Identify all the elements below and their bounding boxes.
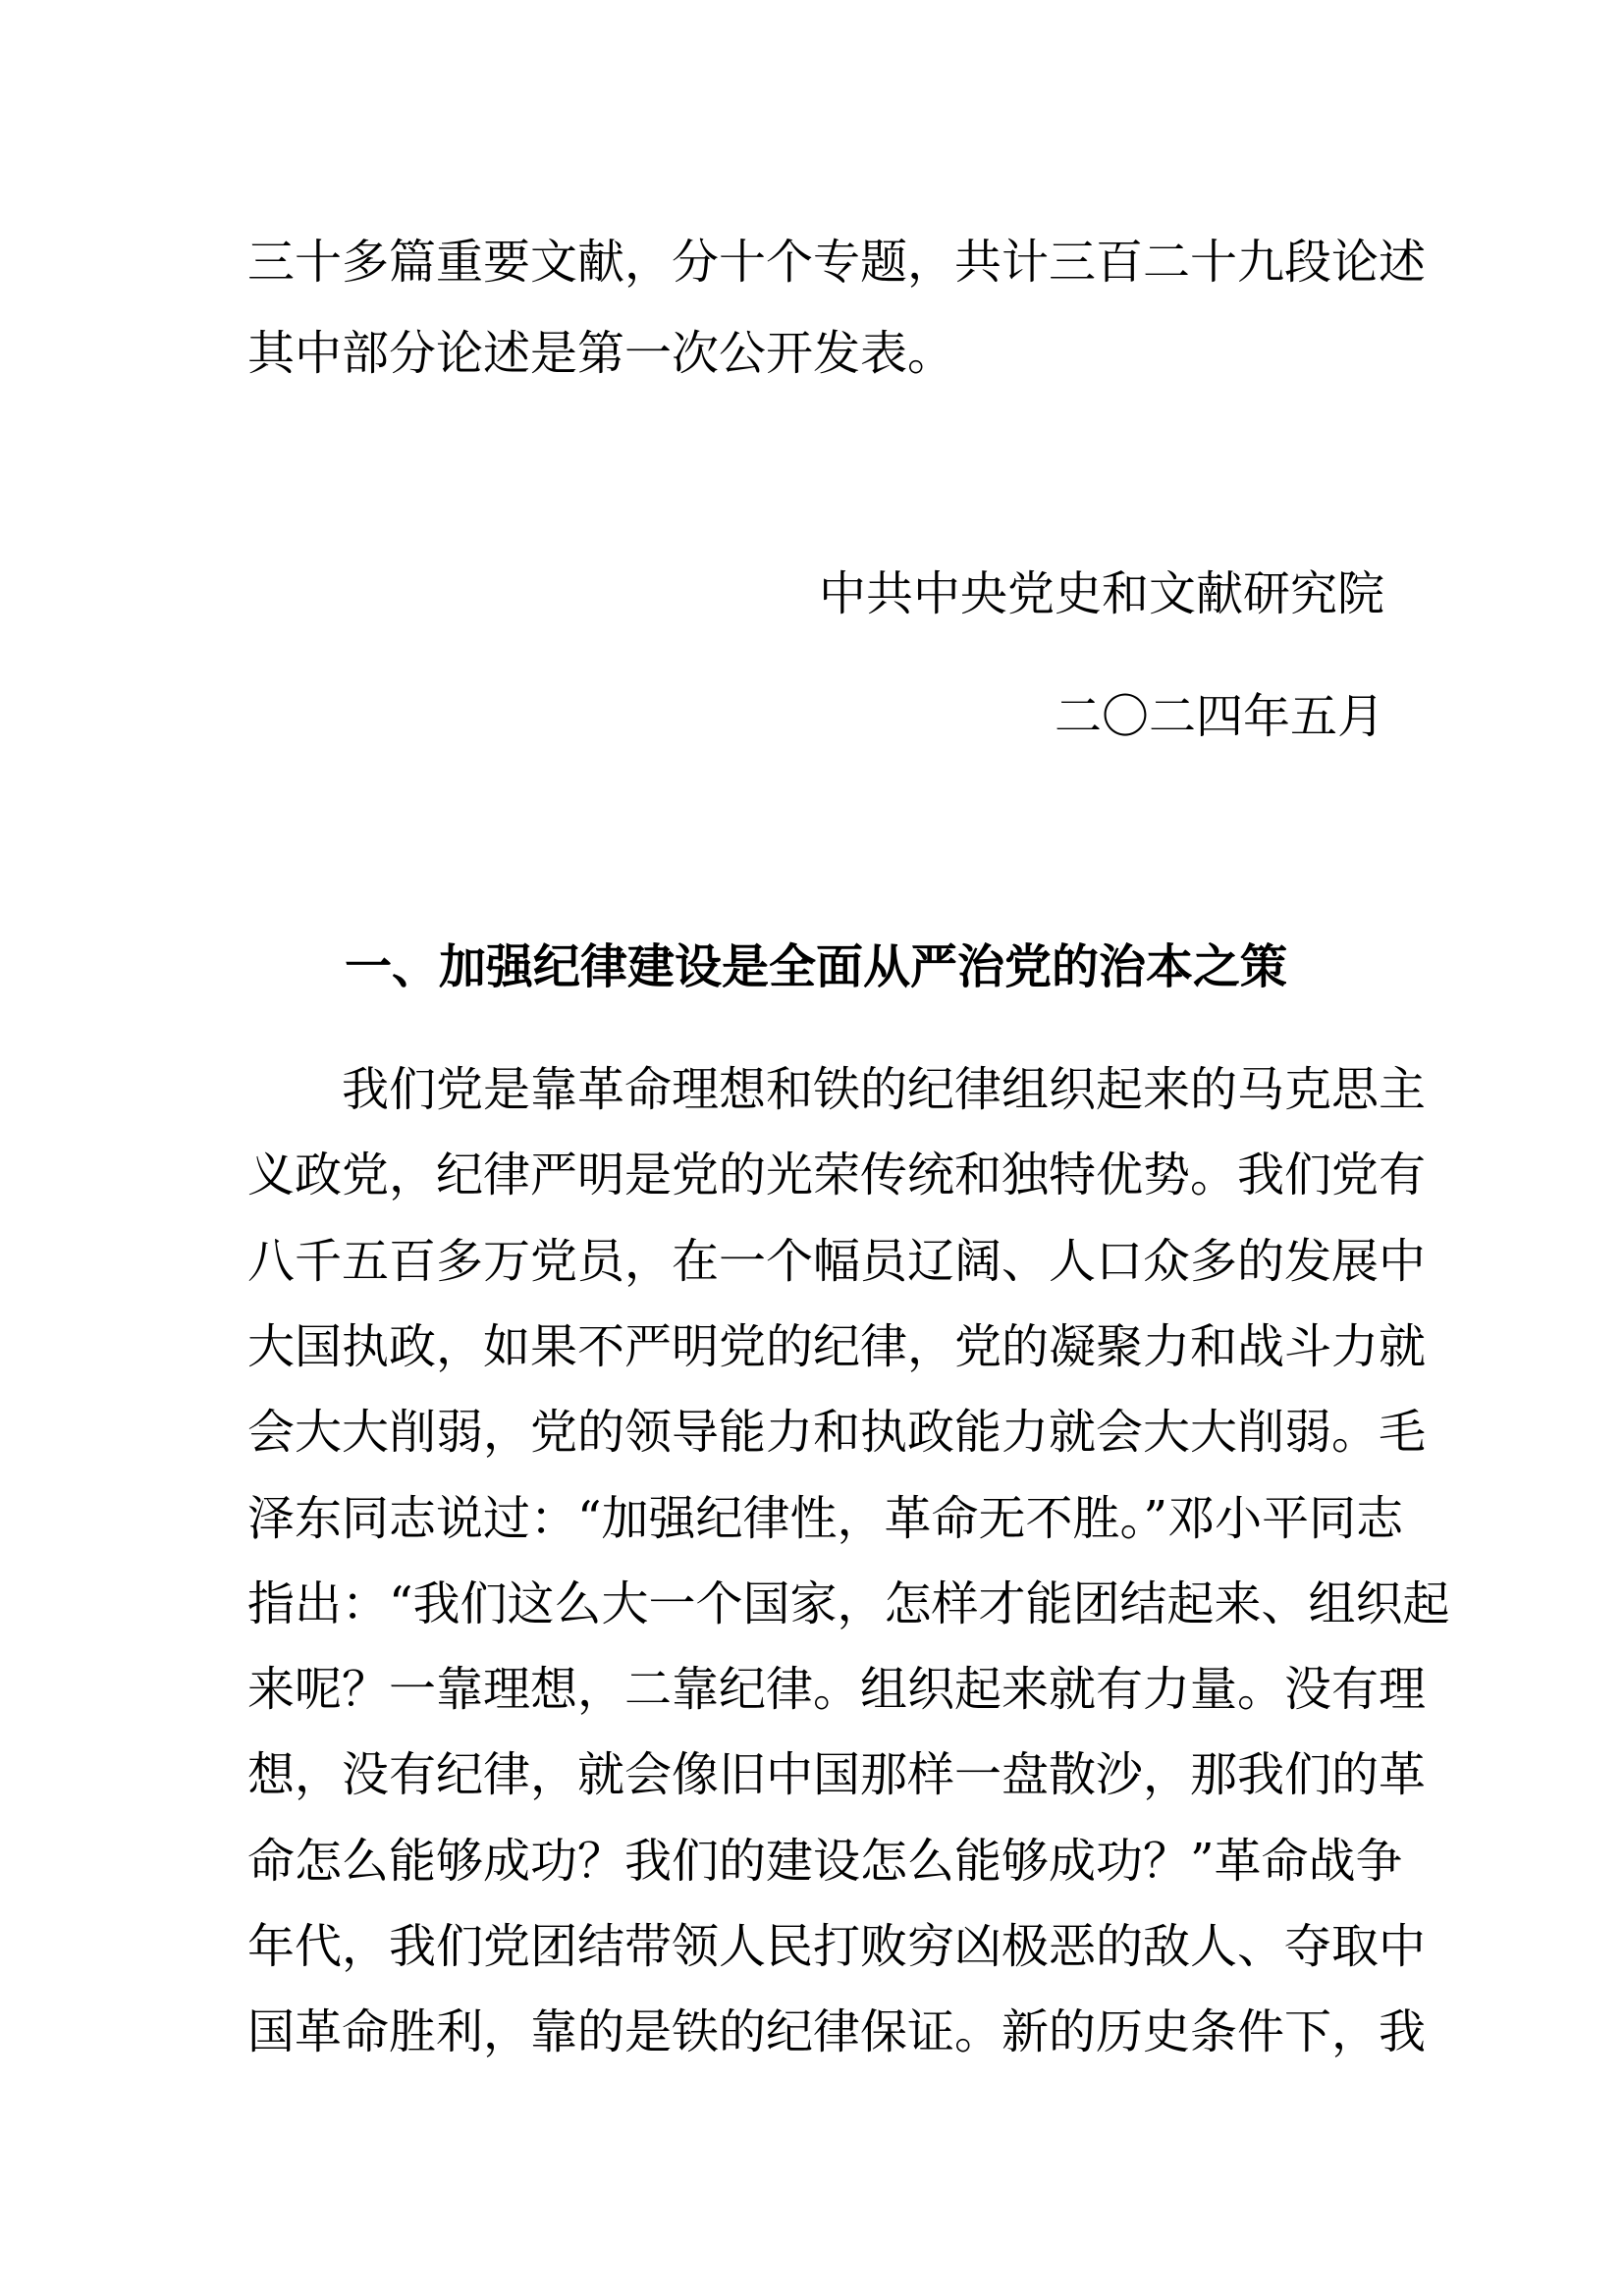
body-line: 命怎么能够成功？我们的建设怎么能够成功？”革命战争 <box>247 1833 1403 1889</box>
signature-date: 二〇二四年五月 <box>1054 689 1384 744</box>
body-line: 指出：“我们这么大一个国家，怎样才能团结起来、组织起 <box>247 1575 1450 1631</box>
body-line: 想，没有纪律，就会像旧中国那样一盘散沙，那我们的革 <box>247 1747 1427 1803</box>
body-line: 泽东同志说过：“加强纪律性，革命无不胜。”邓小平同志 <box>247 1490 1404 1546</box>
intro-line: 三十多篇重要文献，分十个专题，共计三百二十九段论述 <box>247 235 1427 290</box>
body-line: 义政党，纪律严明是党的光荣传统和独特优势。我们党有 <box>247 1148 1427 1203</box>
body-line: 来呢？一靠理想，二靠纪律。组织起来就有力量。没有理 <box>247 1662 1427 1718</box>
body-line: 我们党是靠革命理想和铁的纪律组织起来的马克思主 <box>247 1062 1427 1117</box>
signature-organization: 中共中央党史和文献研究院 <box>818 566 1384 621</box>
body-line: 会大大削弱，党的领导能力和执政能力就会大大削弱。毛 <box>247 1405 1427 1461</box>
section-heading: 一、加强纪律建设是全面从严治党的治本之策 <box>344 939 1287 994</box>
body-line: 年代，我们党团结带领人民打败穷凶极恶的敌人、夺取中 <box>247 1919 1427 1974</box>
intro-line: 其中部分论述是第一次公开发表。 <box>247 326 955 381</box>
body-line: 国革命胜利，靠的是铁的纪律保证。新的历史条件下，我 <box>247 2004 1427 2060</box>
body-line: 八千五百多万党员，在一个幅员辽阔、人口众多的发展中 <box>247 1233 1427 1289</box>
body-line: 大国执政，如果不严明党的纪律，党的凝聚力和战斗力就 <box>247 1318 1427 1374</box>
